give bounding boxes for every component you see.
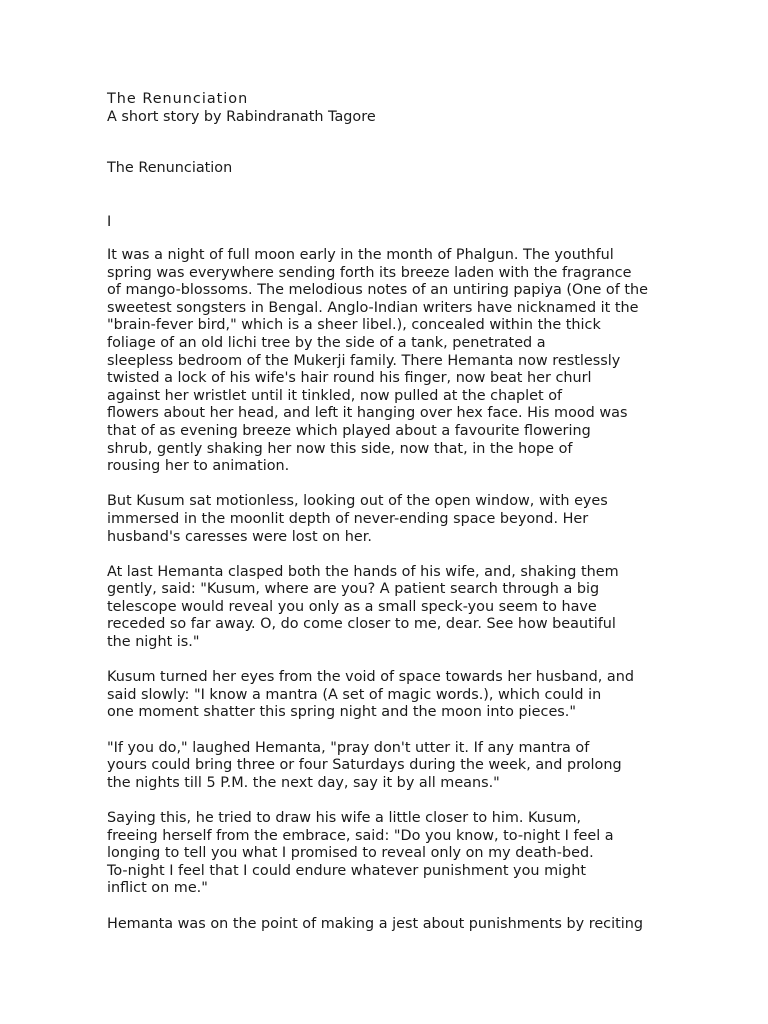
text-line: sleepless bedroom of the Mukerji family. There Hemanta now restlessly [107, 352, 621, 369]
text-line: But Kusum sat motionless, looking out of the open window, with eyes [107, 493, 608, 510]
document-subtitle: A short story by Rabindranath Tagore [107, 108, 376, 125]
text-line: twisted a lock of his wife's hair round his finger, now beat her churl [107, 370, 592, 387]
text-line: of mango-blossoms. The melodious notes of an untiring papiya (One of the [107, 282, 648, 299]
text-line: Saying this, he tried to draw his wife a little closer to him. Kusum, [107, 810, 582, 826]
text-line: At last Hemanta clasped both the hands of his wife, and, shaking them [107, 563, 619, 580]
text-line: Hemanta was on the point of making a jest about punishments by reciting [107, 915, 643, 932]
text-line: foliage of an old lichi tree by the side of a tank, penetrated a [107, 334, 546, 351]
section-numeral: I [107, 214, 112, 230]
paragraph [107, 915, 643, 934]
text-line: the nights till 5 P.M. the next day, say it by all means." [107, 774, 500, 791]
text-line: flowers about her head, and left it hanging over hex face. His mood was [107, 405, 628, 422]
story-heading: The Renunciation [107, 160, 233, 176]
paragraph [107, 564, 637, 652]
text-line: spring was everywhere sending forth its breeze laden with the fragrance [107, 264, 632, 281]
paragraph [107, 810, 637, 898]
paragraph [107, 247, 648, 476]
text-line: To-night I feel that I could endure whatever punishment you might [107, 862, 586, 879]
story-body [107, 247, 648, 951]
text-line: inflict on me." [107, 880, 208, 897]
text-line: said slowly: "I know a mantra (A set of magic words.), which could in [107, 686, 602, 703]
text-line: one moment shatter this spring night and the moon into pieces." [107, 704, 576, 721]
text-line: Kusum turned her eyes from the void of space towards her husband, and [107, 669, 634, 686]
text-line: the night is." [107, 634, 200, 651]
text-line: gently, said: "Kusum, where are you? A patient search through a big [107, 581, 600, 598]
document-content [107, 91, 648, 932]
text-line: husband's caresses were lost on her. [107, 528, 372, 545]
text-line: receded so far away. O, do come closer to me, dear. See how beautiful [107, 616, 616, 633]
text-line: against her wristlet until it tinkled, now pulled at the chaplet of [107, 387, 563, 404]
paragraph [107, 493, 637, 546]
text-line: rousing her to animation. [107, 458, 290, 475]
text-line: "If you do," laughed Hemanta, "pray don't utter it. If any mantra of [107, 739, 590, 756]
text-line: longing to tell you what I promised to reveal only on my death-bed. [107, 845, 594, 862]
text-line: "brain-fever bird," which is a sheer libel.), concealed within the thick [107, 317, 601, 334]
text-line: yours could bring three or four Saturdays during the week, and prolong [107, 757, 622, 774]
text-line: freeing herself from the embrace, said: "Do you know, to-night I feel a [107, 827, 614, 844]
text-line: It was a night of full moon early in the month of Phalgun. The youthful [107, 247, 614, 263]
text-line: sweetest songsters in Bengal. Anglo-Indian writers have nicknamed it the [107, 299, 639, 316]
paragraph [107, 740, 637, 793]
text-line: that of as evening breeze which played about a favourite flowering [107, 422, 591, 439]
text-line: immersed in the moonlit depth of never-ending space beyond. Her [107, 510, 589, 527]
document-title: The Renunciation [107, 91, 249, 107]
paragraph [107, 669, 637, 722]
text-line: shrub, gently shaking her now this side, now that, in the hope of [107, 440, 573, 457]
text-line: telescope would reveal you only as a small speck-you seem to have [107, 598, 597, 615]
